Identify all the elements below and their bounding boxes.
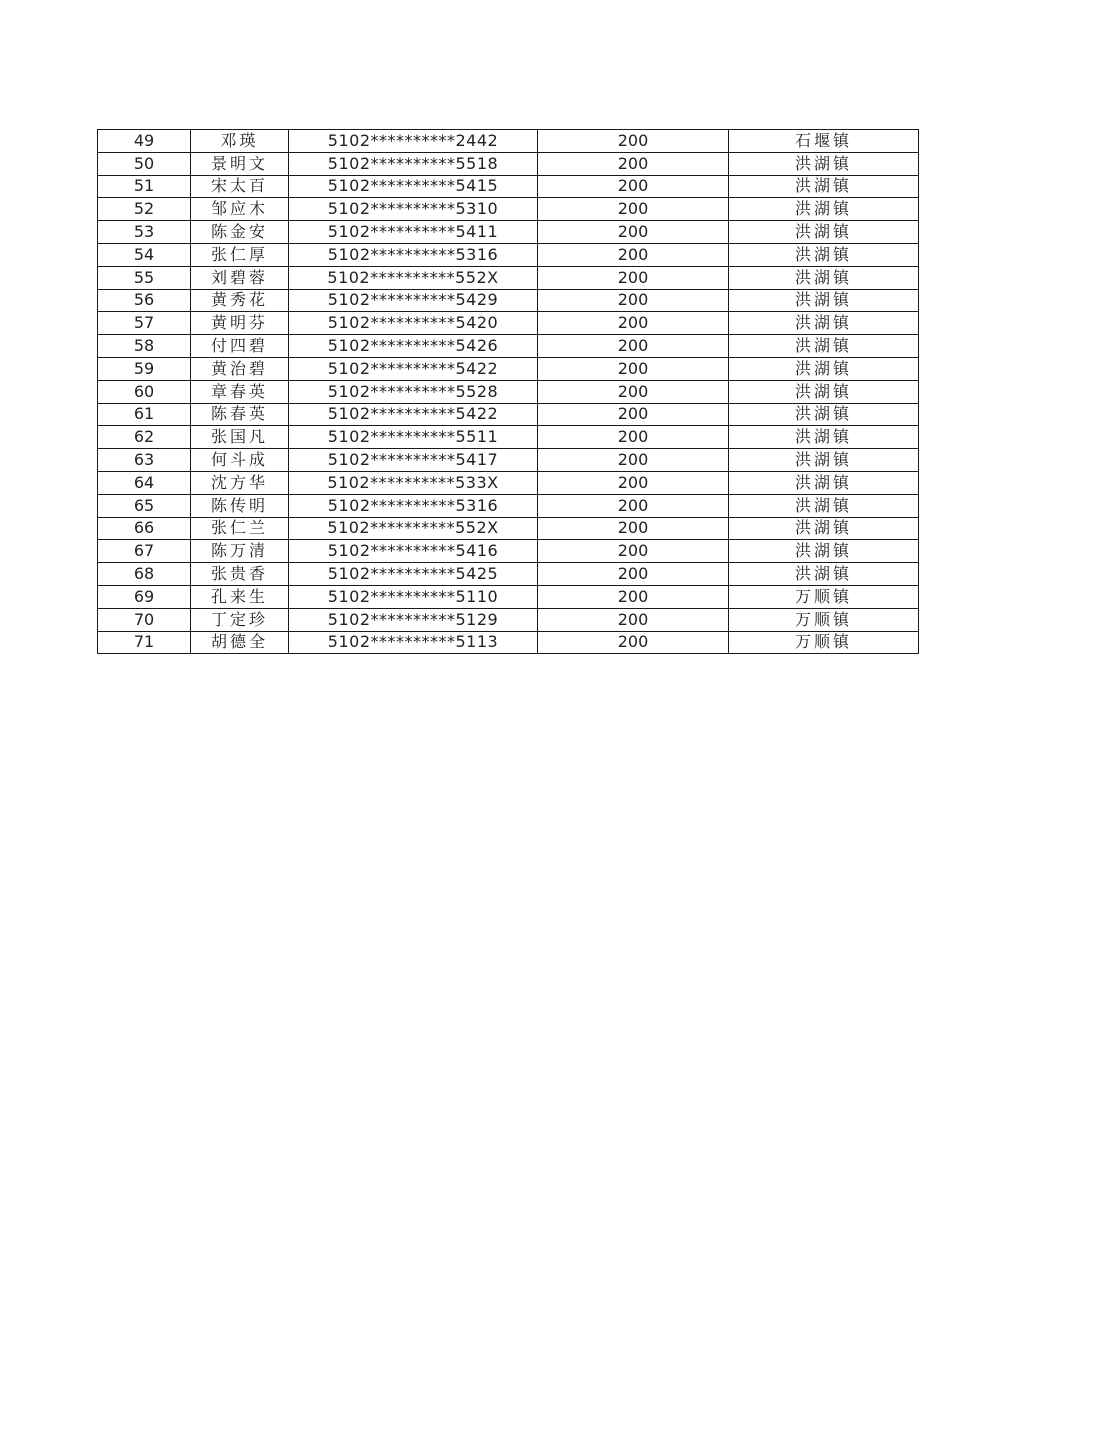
id-number-cell: 5102**********5422 (289, 403, 538, 426)
row-number-cell: 65 (98, 494, 191, 517)
amount-cell: 200 (538, 221, 729, 244)
row-number-cell: 63 (98, 449, 191, 472)
row-number-cell: 60 (98, 380, 191, 403)
row-number-cell: 64 (98, 471, 191, 494)
row-number-cell: 69 (98, 585, 191, 608)
person-name-cell: 陈万清 (191, 540, 289, 563)
town-cell: 洪湖镇 (729, 289, 919, 312)
person-name-cell: 何斗成 (191, 449, 289, 472)
amount-cell: 200 (538, 266, 729, 289)
id-number-cell: 5102**********5425 (289, 563, 538, 586)
town-cell: 万顺镇 (729, 631, 919, 654)
id-number-cell: 5102**********5129 (289, 608, 538, 631)
id-number-cell: 5102**********5415 (289, 175, 538, 198)
table-body (98, 130, 919, 654)
amount-cell: 200 (538, 563, 729, 586)
row-number-cell: 52 (98, 198, 191, 221)
id-number-cell: 5102**********5528 (289, 380, 538, 403)
id-number-cell: 5102**********5429 (289, 289, 538, 312)
row-number-cell: 62 (98, 426, 191, 449)
person-name-cell: 章春英 (191, 380, 289, 403)
table-row (98, 266, 919, 289)
person-name-cell: 陈金安 (191, 221, 289, 244)
row-number-cell: 54 (98, 243, 191, 266)
row-number-cell: 66 (98, 517, 191, 540)
row-number-cell: 49 (98, 130, 191, 153)
person-name-cell: 陈春英 (191, 403, 289, 426)
person-name-cell: 张国凡 (191, 426, 289, 449)
town-cell: 洪湖镇 (729, 243, 919, 266)
table-row (98, 608, 919, 631)
row-number-cell: 68 (98, 563, 191, 586)
amount-cell: 200 (538, 152, 729, 175)
id-number-cell: 5102**********5511 (289, 426, 538, 449)
town-cell: 万顺镇 (729, 585, 919, 608)
id-number-cell: 5102**********5316 (289, 243, 538, 266)
town-cell: 洪湖镇 (729, 403, 919, 426)
amount-cell: 200 (538, 494, 729, 517)
amount-cell: 200 (538, 517, 729, 540)
row-number-cell: 50 (98, 152, 191, 175)
row-number-cell: 67 (98, 540, 191, 563)
person-name-cell: 付四碧 (191, 335, 289, 358)
town-cell: 洪湖镇 (729, 426, 919, 449)
row-number-cell: 70 (98, 608, 191, 631)
table-row (98, 357, 919, 380)
id-number-cell: 5102**********5113 (289, 631, 538, 654)
table-row (98, 221, 919, 244)
id-number-cell: 5102**********5416 (289, 540, 538, 563)
id-number-cell: 5102**********533X (289, 471, 538, 494)
person-name-cell: 张仁兰 (191, 517, 289, 540)
row-number-cell: 59 (98, 357, 191, 380)
town-cell: 石堰镇 (729, 130, 919, 153)
table-row (98, 517, 919, 540)
id-number-cell: 5102**********552X (289, 266, 538, 289)
amount-cell: 200 (538, 289, 729, 312)
amount-cell: 200 (538, 335, 729, 358)
id-number-cell: 5102**********5426 (289, 335, 538, 358)
town-cell: 洪湖镇 (729, 175, 919, 198)
table-row (98, 312, 919, 335)
row-number-cell: 71 (98, 631, 191, 654)
person-name-cell: 黄治碧 (191, 357, 289, 380)
town-cell: 洪湖镇 (729, 198, 919, 221)
town-cell: 洪湖镇 (729, 357, 919, 380)
row-number-cell: 53 (98, 221, 191, 244)
id-number-cell: 5102**********5310 (289, 198, 538, 221)
town-cell: 洪湖镇 (729, 471, 919, 494)
row-number-cell: 55 (98, 266, 191, 289)
person-name-cell: 黄明芬 (191, 312, 289, 335)
person-name-cell: 孔来生 (191, 585, 289, 608)
amount-cell: 200 (538, 471, 729, 494)
town-cell: 洪湖镇 (729, 221, 919, 244)
amount-cell: 200 (538, 540, 729, 563)
town-cell: 洪湖镇 (729, 494, 919, 517)
table-row (98, 563, 919, 586)
id-number-cell: 5102**********5420 (289, 312, 538, 335)
town-cell: 洪湖镇 (729, 335, 919, 358)
person-name-cell: 胡德全 (191, 631, 289, 654)
table-row (98, 426, 919, 449)
table-row (98, 198, 919, 221)
amount-cell: 200 (538, 608, 729, 631)
person-name-cell: 黄秀花 (191, 289, 289, 312)
id-number-cell: 5102**********2442 (289, 130, 538, 153)
person-name-cell: 张贵香 (191, 563, 289, 586)
table-row (98, 152, 919, 175)
subsidy-table (97, 129, 919, 654)
amount-cell: 200 (538, 312, 729, 335)
town-cell: 万顺镇 (729, 608, 919, 631)
amount-cell: 200 (538, 380, 729, 403)
amount-cell: 200 (538, 403, 729, 426)
town-cell: 洪湖镇 (729, 449, 919, 472)
table-row (98, 540, 919, 563)
table-row (98, 380, 919, 403)
person-name-cell: 张仁厚 (191, 243, 289, 266)
table-row (98, 449, 919, 472)
town-cell: 洪湖镇 (729, 312, 919, 335)
table-row (98, 403, 919, 426)
town-cell: 洪湖镇 (729, 517, 919, 540)
amount-cell: 200 (538, 449, 729, 472)
table-row (98, 243, 919, 266)
town-cell: 洪湖镇 (729, 266, 919, 289)
id-number-cell: 5102**********5417 (289, 449, 538, 472)
id-number-cell: 5102**********5518 (289, 152, 538, 175)
amount-cell: 200 (538, 175, 729, 198)
row-number-cell: 61 (98, 403, 191, 426)
id-number-cell: 5102**********552X (289, 517, 538, 540)
person-name-cell: 邹应木 (191, 198, 289, 221)
person-name-cell: 邓瑛 (191, 130, 289, 153)
person-name-cell: 刘碧蓉 (191, 266, 289, 289)
town-cell: 洪湖镇 (729, 540, 919, 563)
table-row (98, 175, 919, 198)
person-name-cell: 宋太百 (191, 175, 289, 198)
row-number-cell: 58 (98, 335, 191, 358)
amount-cell: 200 (538, 357, 729, 380)
amount-cell: 200 (538, 631, 729, 654)
id-number-cell: 5102**********5411 (289, 221, 538, 244)
id-number-cell: 5102**********5422 (289, 357, 538, 380)
table-row (98, 585, 919, 608)
id-number-cell: 5102**********5316 (289, 494, 538, 517)
row-number-cell: 56 (98, 289, 191, 312)
person-name-cell: 丁定珍 (191, 608, 289, 631)
amount-cell: 200 (538, 426, 729, 449)
town-cell: 洪湖镇 (729, 152, 919, 175)
table-row (98, 130, 919, 153)
amount-cell: 200 (538, 585, 729, 608)
town-cell: 洪湖镇 (729, 563, 919, 586)
table-row (98, 335, 919, 358)
amount-cell: 200 (538, 198, 729, 221)
town-cell: 洪湖镇 (729, 380, 919, 403)
id-number-cell: 5102**********5110 (289, 585, 538, 608)
table-row (98, 471, 919, 494)
table-row (98, 631, 919, 654)
row-number-cell: 51 (98, 175, 191, 198)
table-row (98, 289, 919, 312)
person-name-cell: 沈方华 (191, 471, 289, 494)
amount-cell: 200 (538, 243, 729, 266)
table-row (98, 494, 919, 517)
person-name-cell: 景明文 (191, 152, 289, 175)
row-number-cell: 57 (98, 312, 191, 335)
person-name-cell: 陈传明 (191, 494, 289, 517)
amount-cell: 200 (538, 130, 729, 153)
